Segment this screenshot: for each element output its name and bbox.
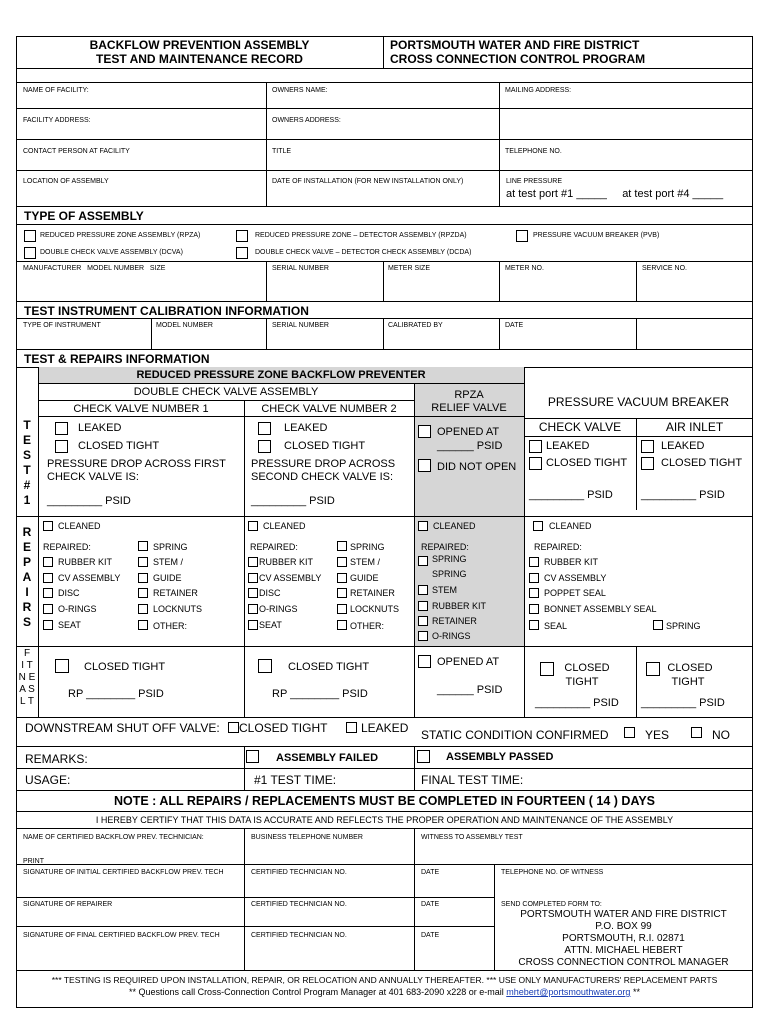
cv2-other-label: OTHER: [350, 621, 385, 631]
cv1-guide-label: GUIDE [153, 573, 182, 583]
cv2-cleaned-checkbox[interactable] [248, 521, 258, 531]
contact-person-label: CONTACT PERSON AT FACILITY [23, 148, 130, 155]
cv2-o-rings-checkbox[interactable] [248, 604, 258, 614]
name-of-facility-label: NAME OF FACILITY: [23, 87, 89, 94]
cv1-closed-tight-label: CLOSED TIGHT [78, 440, 160, 452]
pvb-air-psid-field[interactable]: _________ PSID [641, 489, 725, 501]
pvb-air-closed-tight-checkbox[interactable] [641, 457, 654, 470]
cv2-spring-label: SPRING [350, 542, 385, 552]
final-test-label: F I T N E A S L T [18, 648, 36, 707]
cv2-spring-checkbox[interactable] [337, 541, 347, 551]
pvb-spring-checkbox[interactable] [653, 620, 663, 630]
pvb-rubber-kit-checkbox[interactable] [529, 557, 539, 567]
pvb-cv-closed-tight-label: CLOSED TIGHT [546, 457, 628, 469]
owners-address-label: OWNERS ADDRESS: [272, 117, 341, 124]
date-installation-label: DATE OF INSTALLATION (FOR NEW INSTALLATION ONLY) [272, 178, 464, 185]
cv2-seat-checkbox[interactable] [248, 620, 258, 630]
final-cv2-closed-tight-checkbox[interactable] [258, 659, 272, 673]
static-yes-checkbox[interactable] [624, 727, 635, 738]
final-relief-opened-at-label: OPENED AT [437, 656, 500, 668]
pvb-check-valve-header: CHECK VALVE [538, 420, 622, 434]
final-test-time-label: FINAL TEST TIME: [421, 773, 524, 787]
relief-cleaned-checkbox[interactable] [418, 521, 428, 531]
static-condition-label: STATIC CONDITION CONFIRMED [421, 728, 609, 742]
relief-cleaned-label: CLEANED [433, 521, 476, 531]
telephone-label: TELEPHONE NO. [505, 148, 562, 155]
cv1-closed-tight-checkbox[interactable] [55, 440, 68, 453]
assembly-passed-checkbox[interactable] [417, 750, 430, 763]
final-cv1-rp-psid-field[interactable]: RP ________ PSID [68, 688, 164, 700]
cv1-other-label: OTHER: [153, 621, 188, 631]
instrument-type-label: TYPE OF INSTRUMENT [23, 322, 101, 329]
cv1-stem-label: STEM / [153, 557, 184, 567]
dcda-checkbox[interactable] [236, 247, 248, 259]
cv2-rubber-kit-checkbox[interactable] [248, 557, 258, 567]
final-relief-opened-at-checkbox[interactable] [418, 655, 431, 668]
cv1-leaked-checkbox[interactable] [55, 422, 68, 435]
cv2-stem-checkbox[interactable] [337, 557, 347, 567]
pvb-bonnet-seal-label: BONNET ASSEMBLY SEAL [544, 604, 657, 614]
manufacturer-label: MANUFACTURER MODEL NUMBER SIZE [23, 265, 166, 272]
cv1-o-rings-checkbox[interactable] [43, 604, 53, 614]
relief-did-not-open-checkbox[interactable] [418, 459, 431, 472]
address-line-4: ATTN. MICHAEL HEBERT [564, 945, 683, 956]
pvb-cv-assembly-label: CV ASSEMBLY [544, 573, 607, 583]
pvb-poppet-seal-label: POPPET SEAL [544, 588, 606, 598]
relief-opened-at-checkbox[interactable] [418, 425, 431, 438]
address-line-2: P.O. BOX 99 [595, 921, 652, 932]
first-test-time-label: #1 TEST TIME: [254, 773, 337, 787]
cv1-guide-checkbox[interactable] [138, 573, 148, 583]
pvb-repaired-label: REPAIRED: [534, 542, 582, 552]
final-pvb-cv-closed-label: CLOSED [564, 662, 610, 674]
relief-retainer-label: RETAINER [432, 616, 477, 626]
final-pvb-air-psid-field[interactable]: _________ PSID [641, 697, 725, 709]
cv1-rubber-kit-checkbox[interactable] [43, 557, 53, 567]
cv2-retainer-checkbox[interactable] [337, 588, 347, 598]
cv2-closed-tight-checkbox[interactable] [258, 440, 271, 453]
cv1-cv-assembly-label: CV ASSEMBLY [58, 573, 121, 583]
instrument-serial-label: SERIAL NUMBER [272, 322, 329, 329]
send-to-label: SEND COMPLETED FORM TO: [501, 901, 602, 908]
business-phone-label: BUSINESS TELEPHONE NUMBER [251, 834, 363, 841]
assembly-failed-checkbox[interactable] [246, 750, 259, 763]
cv1-locknuts-label: LOCKNUTS [153, 604, 203, 614]
cv2-retainer-label: RETAINER [350, 588, 395, 598]
form-title-1: BACKFLOW PREVENTION ASSEMBLY [89, 38, 310, 52]
pvb-air-leaked-label: LEAKED [661, 440, 705, 452]
rpza-relief-header-1: RPZA [454, 389, 484, 401]
cv2-o-rings-label: O-RINGS [259, 604, 298, 614]
tech-name-label: NAME OF CERTIFIED BACKFLOW PREV. TECHNICIAN: [23, 834, 204, 841]
final-pvb-air-closed-checkbox[interactable] [646, 662, 660, 676]
cv2-locknuts-checkbox[interactable] [337, 604, 347, 614]
usage-label: USAGE: [25, 773, 71, 787]
cv2-rubber-kit-label: RUBBER KIT [259, 557, 314, 567]
relief-spring-checkbox[interactable] [418, 556, 428, 566]
cv2-disc-label: DISC [259, 588, 281, 598]
final-cv1-closed-tight-checkbox[interactable] [55, 659, 69, 673]
district-title-2: CROSS CONNECTION CONTROL PROGRAM [390, 52, 646, 66]
instrument-model-label: MODEL NUMBER [156, 322, 213, 329]
final-pvb-cv-tight-label: TIGHT [565, 676, 599, 688]
cv1-disc-checkbox[interactable] [43, 588, 53, 598]
dcda-label: DOUBLE CHECK VALVE – DETECTOR CHECK ASSEMBLY (DCDA) [255, 249, 472, 256]
downstream-leaked-label: LEAKED [361, 721, 409, 735]
cv2-cv-assembly-label: CV ASSEMBLY [259, 573, 322, 583]
cv2-stem-label: STEM / [350, 557, 381, 567]
static-no-label: NO [712, 728, 730, 742]
relief-spring-label: SPRING [432, 554, 467, 564]
mailing-address-block [494, 909, 753, 969]
cv2-psid-field[interactable]: _________ PSID [251, 495, 335, 507]
relief-did-not-open-label: DID NOT OPEN [437, 461, 517, 473]
pvb-air-inlet-header: AIR INLET [665, 420, 724, 434]
witness-label: WITNESS TO ASSEMBLY TEST [421, 834, 523, 841]
serial-number-label: SERIAL NUMBER [272, 265, 329, 272]
relief-rubber-kit-checkbox[interactable] [418, 601, 428, 611]
footer-line-1: *** TESTING IS REQUIRED UPON INSTALLATION, REPAIR, OR RELOCATION AND ANNUALLY THEREAFTER. *** USE ONLY MANUFACTURERS' REPLACEMENT PARTS [51, 975, 718, 985]
cv2-pressure-drop-2: SECOND CHECK VALVE IS: [251, 471, 394, 483]
cv1-pressure-drop-2: CHECK VALVE IS: [47, 471, 139, 483]
calibrated-by-label: CALIBRATED BY [388, 322, 443, 329]
cv1-pressure-drop-1: PRESSURE DROP ACROSS FIRST [47, 458, 226, 470]
relief-stem-checkbox[interactable] [418, 585, 428, 595]
rpzda-label: REDUCED PRESSURE ZONE – DETECTOR ASSEMBLY (RPZDA) [255, 232, 467, 239]
district-title-1: PORTSMOUTH WATER AND FIRE DISTRICT [390, 38, 640, 52]
pvb-header: PRESSURE VACUUM BREAKER [547, 395, 730, 409]
rpza-label: REDUCED PRESSURE ZONE ASSEMBLY (RPZA) [40, 232, 201, 239]
static-no-checkbox[interactable] [691, 727, 702, 738]
pvb-seal-checkbox[interactable] [529, 620, 539, 630]
calibration-heading: TEST INSTRUMENT CALIBRATION INFORMATION [24, 304, 309, 318]
test-label: T E S T # 1 [22, 418, 31, 507]
pvb-cv-leaked-checkbox[interactable] [529, 440, 542, 453]
pvb-bonnet-seal-checkbox[interactable] [529, 604, 539, 614]
cv1-retainer-label: RETAINER [153, 588, 198, 598]
pvb-air-closed-tight-label: CLOSED TIGHT [661, 457, 743, 469]
cv2-cv-assembly-checkbox[interactable] [248, 573, 258, 583]
pvb-air-leaked-checkbox[interactable] [641, 440, 654, 453]
form-title-2: TEST AND MAINTENANCE RECORD [96, 52, 303, 66]
cv1-psid-field[interactable]: _________ PSID [47, 495, 131, 507]
cv1-o-rings-label: O-RINGS [58, 604, 97, 614]
final-pvb-cv-closed-checkbox[interactable] [540, 662, 554, 676]
relief-o-rings-label: O-RINGS [432, 631, 471, 641]
pvb-spring-label: SPRING [666, 621, 701, 631]
repairer-date-label: DATE [421, 901, 440, 908]
rpza-relief-header-2: RELIEF VALVE [431, 402, 507, 414]
pvb-rubber-kit-label: RUBBER KIT [544, 557, 599, 567]
pvb-cleaned-label: CLEANED [549, 521, 592, 531]
cv1-other-checkbox[interactable] [138, 620, 148, 630]
address-line-5: CROSS CONNECTION CONTROL MANAGER [518, 957, 729, 968]
address-line-3: PORTSMOUTH, R.I. 02871 [562, 933, 685, 944]
cv2-guide-label: GUIDE [350, 573, 379, 583]
cv2-cleaned-label: CLEANED [263, 521, 306, 531]
email-link[interactable]: mhebert@portsmouthwater.org [506, 987, 631, 997]
cv1-rubber-kit-label: RUBBER KIT [58, 557, 113, 567]
cv1-seat-checkbox[interactable] [43, 620, 53, 630]
downstream-label: DOWNSTREAM SHUT OFF VALVE: [25, 721, 220, 735]
pvb-seal-label: SEAL [544, 621, 568, 631]
cv1-repaired-label: REPAIRED: [43, 542, 91, 552]
cv2-disc-checkbox[interactable] [248, 588, 258, 598]
cv2-locknuts-label: LOCKNUTS [350, 604, 400, 614]
test-repairs-heading: TEST & REPAIRS INFORMATION [24, 352, 210, 366]
cv1-cleaned-label: CLEANED [58, 521, 101, 531]
meter-no-label: METER NO. [505, 265, 544, 272]
pvb-cv-closed-tight-checkbox[interactable] [529, 457, 542, 470]
final-pvb-cv-psid-field[interactable]: _________ PSID [535, 697, 619, 709]
test-ports-field[interactable]: at test port #1 _____ at test port #4 _____ [506, 188, 724, 200]
repairer-signature-label: SIGNATURE OF REPAIRER [23, 901, 113, 908]
cv1-locknuts-checkbox[interactable] [138, 604, 148, 614]
cv1-spring-checkbox[interactable] [138, 541, 148, 551]
cv1-seat-label: SEAT [58, 620, 81, 630]
cv2-guide-checkbox[interactable] [337, 573, 347, 583]
cv2-leaked-checkbox[interactable] [258, 422, 271, 435]
footer-question-text: ** Questions call Cross-Connection Control Program Manager at 401 683-2090 x228 or e-mail [129, 987, 507, 997]
cv2-repaired-label: REPAIRED: [250, 542, 298, 552]
dcva-checkbox[interactable] [24, 247, 36, 259]
relief-retainer-checkbox[interactable] [418, 616, 428, 626]
assembly-passed-label: ASSEMBLY PASSED [446, 751, 554, 763]
cv1-spring-label: SPRING [153, 542, 188, 552]
cv2-leaked-label: LEAKED [284, 422, 328, 434]
cv2-other-checkbox[interactable] [337, 620, 347, 630]
relief-rubber-kit-label: RUBBER KIT [432, 601, 487, 611]
pvb-cleaned-checkbox[interactable] [533, 521, 543, 531]
type-of-assembly-heading: TYPE OF ASSEMBLY [24, 209, 144, 223]
initial-cert-no-label: CERTIFIED TECHNICIAN NO. [251, 869, 347, 876]
address-line-1: PORTSMOUTH WATER AND FIRE DISTRICT [520, 909, 727, 920]
pvb-cv-assembly-checkbox[interactable] [529, 573, 539, 583]
cv1-retainer-checkbox[interactable] [138, 588, 148, 598]
relief-spring-label-2: SPRING [432, 569, 467, 579]
title-label: TITLE [272, 148, 292, 155]
repairs-deadline-note: NOTE : ALL REPAIRS / REPLACEMENTS MUST BE COMPLETED IN FOURTEEN ( 14 ) DAYS [113, 794, 655, 808]
initial-date-label: DATE [421, 869, 440, 876]
final-relief-psid-field[interactable]: ______ PSID [437, 684, 503, 696]
cv1-cv-assembly-checkbox[interactable] [43, 573, 53, 583]
print-label: PRINT [23, 858, 44, 865]
cv1-leaked-label: LEAKED [78, 422, 122, 434]
calibration-date-label: DATE [505, 322, 524, 329]
initial-signature-label: SIGNATURE OF INITIAL CERTIFIED BACKFLOW PREV. TECH [23, 869, 224, 876]
mailing-address-label: MAILING ADDRESS: [505, 87, 572, 94]
relief-repaired-label: REPAIRED: [421, 542, 469, 552]
pvb-label: PRESSURE VACUUM BREAKER (PVB) [533, 232, 660, 239]
rpza-checkbox[interactable] [24, 230, 36, 242]
relief-opened-at-label: OPENED AT [437, 426, 500, 438]
final-signature-label: SIGNATURE OF FINAL CERTIFIED BACKFLOW PREV. TECH [23, 932, 220, 939]
pvb-cv-psid-field[interactable]: _________ PSID [529, 489, 613, 501]
rpzda-checkbox[interactable] [236, 230, 248, 242]
footer-line-2 [16, 987, 753, 997]
cv2-pressure-drop-1: PRESSURE DROP ACROSS [251, 458, 396, 470]
line-pressure-label: LINE PRESSURE [506, 178, 563, 185]
repairs-label: R E P A I R S [22, 525, 32, 629]
dcva-header: DOUBLE CHECK VALVE ASSEMBLY [133, 386, 319, 398]
rpz-header: REDUCED PRESSURE ZONE BACKFLOW PREVENTER [136, 369, 426, 381]
final-cv2-rp-psid-field[interactable]: RP ________ PSID [272, 688, 368, 700]
certify-statement: I HEREBY CERTIFY THAT THIS DATA IS ACCURATE AND REFLECTS THE PROPER OPERATION AND MAINTENANCE OF THE ASSEMBLY [95, 815, 674, 825]
relief-psid-field[interactable]: ______ PSID [437, 440, 503, 452]
witness-phone-label: TELEPHONE NO. OF WITNESS [501, 869, 604, 876]
remarks-label: REMARKS: [25, 752, 88, 766]
final-pvb-air-tight-label: TIGHT [671, 676, 705, 688]
cv1-cleaned-checkbox[interactable] [43, 521, 53, 531]
downstream-leaked-checkbox[interactable] [346, 722, 357, 733]
relief-o-rings-checkbox[interactable] [418, 631, 428, 641]
cv1-disc-label: DISC [58, 588, 80, 598]
final-date-label: DATE [421, 932, 440, 939]
footer-suffix: ** [630, 987, 640, 997]
location-label: LOCATION OF ASSEMBLY [23, 178, 109, 185]
check-valve-2-header: CHECK VALVE NUMBER 2 [261, 403, 397, 415]
pvb-cv-leaked-label: LEAKED [546, 440, 590, 452]
service-no-label: SERVICE NO. [642, 265, 687, 272]
pvb-poppet-seal-checkbox[interactable] [529, 588, 539, 598]
dcva-label: DOUBLE CHECK VALVE ASSEMBLY (DCVA) [40, 249, 183, 256]
cv2-closed-tight-label: CLOSED TIGHT [284, 440, 366, 452]
assembly-failed-label: ASSEMBLY FAILED [276, 752, 379, 764]
final-cv2-closed-tight-label: CLOSED TIGHT [288, 661, 370, 673]
meter-size-label: METER SIZE [388, 265, 431, 272]
pvb-checkbox[interactable] [516, 230, 528, 242]
cv1-stem-checkbox[interactable] [138, 557, 148, 567]
relief-stem-label: STEM [432, 585, 458, 595]
facility-address-label: FACILITY ADDRESS: [23, 117, 91, 124]
downstream-closed-tight-label: CLOSED TIGHT [239, 721, 328, 735]
static-yes-label: YES [645, 728, 670, 742]
final-pvb-air-closed-label: CLOSED [667, 662, 713, 674]
final-cv1-closed-tight-label: CLOSED TIGHT [84, 661, 166, 673]
check-valve-1-header: CHECK VALVE NUMBER 1 [73, 403, 209, 415]
owners-name-label: OWNERS NAME: [272, 87, 328, 94]
downstream-closed-tight-checkbox[interactable] [228, 722, 239, 733]
repairer-cert-no-label: CERTIFIED TECHNICIAN NO. [251, 901, 347, 908]
final-cert-no-label: CERTIFIED TECHNICIAN NO. [251, 932, 347, 939]
cv2-seat-label: SEAT [259, 620, 282, 630]
